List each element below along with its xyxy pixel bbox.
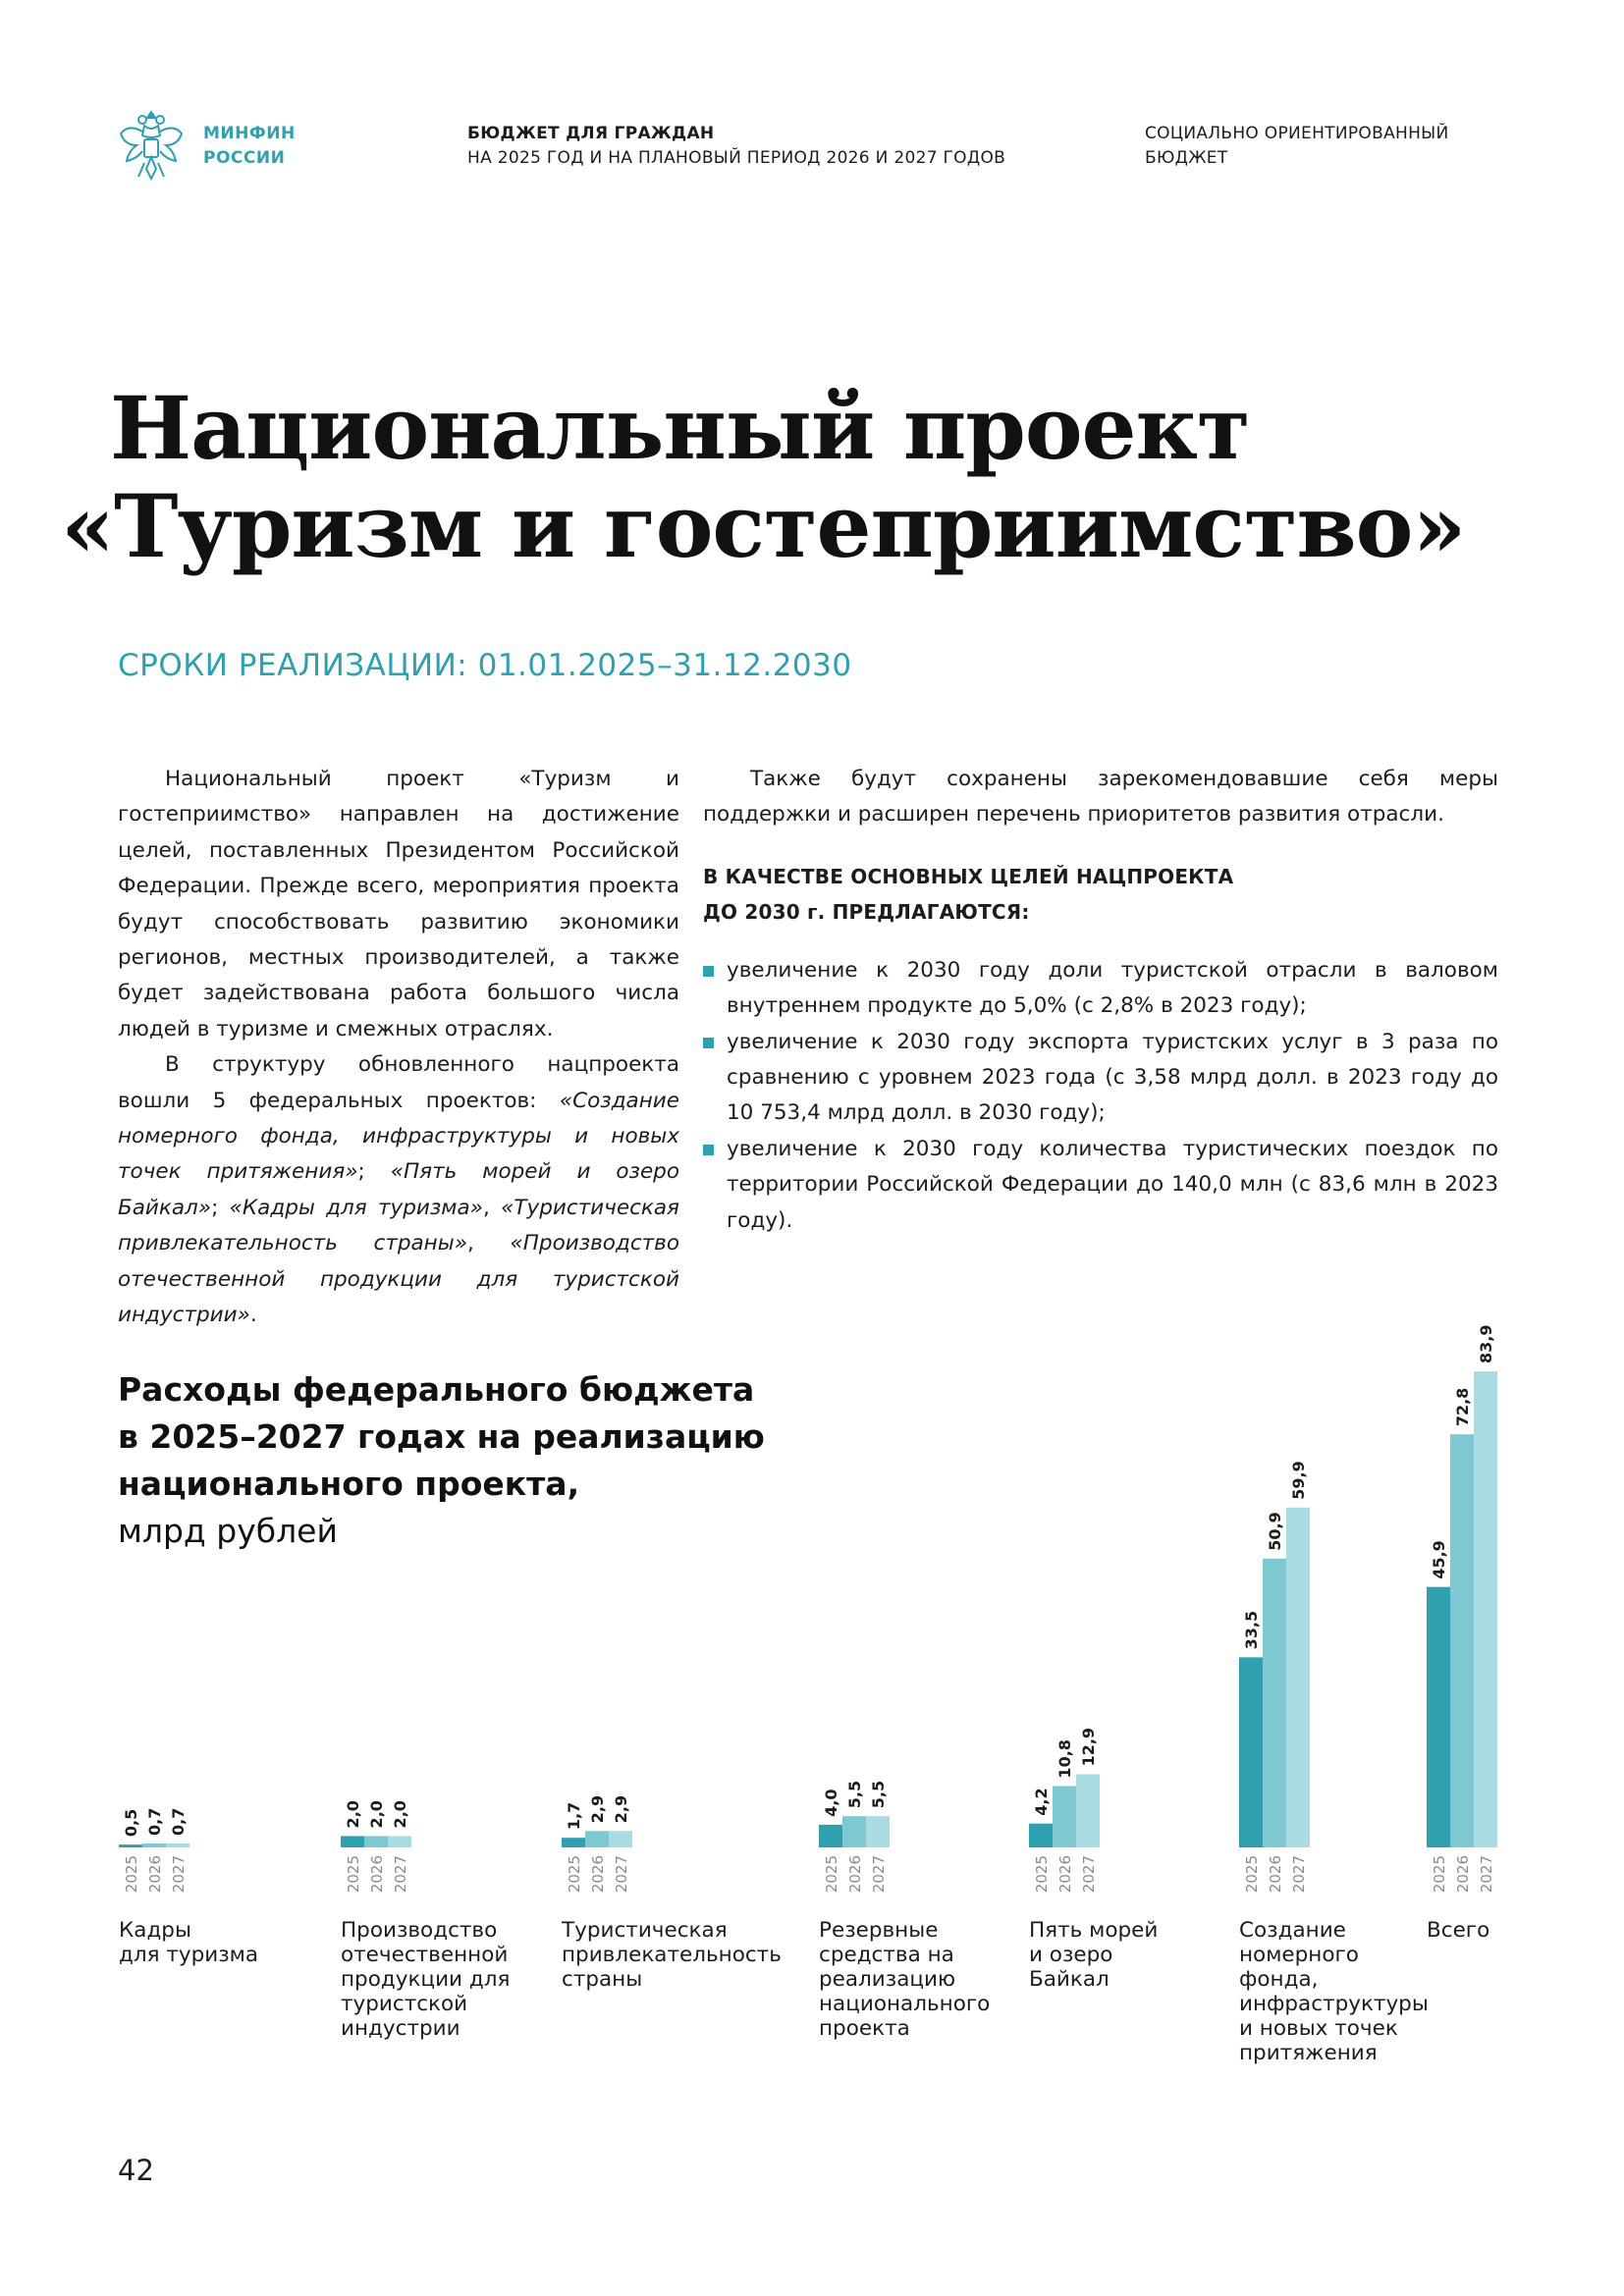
goals-list <box>703 953 1498 1239</box>
category-label-line: отечественной <box>341 1943 509 1967</box>
doc-header <box>467 122 1005 171</box>
category-label <box>562 1918 782 1992</box>
bar-value-label: 0,7 <box>169 1807 188 1836</box>
bar-value-label: 83,9 <box>1477 1324 1495 1363</box>
bar-value-label: 59,9 <box>1289 1461 1308 1500</box>
bar <box>1286 1508 1310 1847</box>
bar-value-label: 0,5 <box>122 1808 140 1838</box>
org-line2: РОССИИ <box>203 148 286 168</box>
year-tick-label: 2026 <box>146 1855 164 1894</box>
project-1: «Создание номерного фонда, инфраструктуры и новых точек притяжения» <box>118 1088 679 1185</box>
org-line1: МИНФИН <box>203 124 296 143</box>
category-label-line: фонда, <box>1239 1967 1319 1992</box>
paragraph-intro: Национальный проект «Туризм и гостеприимство» направлен на достижение целей, поставленных Президентом Российской Федерации. Прежде всего, мероприятия проекта будут способствовать развитию экономики регионов, местных производителей, а также будет задействована работа большого числа людей в туризме и смежных отраслях. <box>118 767 679 1041</box>
bar <box>119 1844 142 1847</box>
bullet-square-icon <box>703 966 714 977</box>
category-label-line: и озеро <box>1029 1943 1113 1967</box>
year-tick-label: 2027 <box>170 1855 188 1894</box>
category-label-line: притяжения <box>1239 2041 1378 2065</box>
category-label <box>341 1918 510 2041</box>
separator-2: ; <box>211 1195 230 1220</box>
bar-value-label: 4,2 <box>1032 1788 1051 1816</box>
category-label-line: реализацию <box>819 1967 956 1992</box>
bar <box>842 1816 866 1847</box>
year-tick-label: 2027 <box>1080 1855 1098 1894</box>
goals-heading-line1: В КАЧЕСТВЕ ОСНОВНЫХ ЦЕЛЕЙ НАЦПРОЕКТА <box>703 864 1234 888</box>
bar <box>1450 1434 1474 1847</box>
bar-value-label: 0,7 <box>145 1807 164 1836</box>
bar <box>866 1816 890 1847</box>
category-label-line: Кадры <box>119 1918 191 1943</box>
doc-title: БЮДЖЕТ ДЛЯ ГРАЖДАН <box>467 124 715 143</box>
category-label-line: национального <box>819 1992 991 2016</box>
bar <box>364 1836 388 1847</box>
structure-text: В структуру обновленного нацпроекта вошли 5 федеральных проектов: <box>118 1052 679 1113</box>
list-item <box>703 1132 1498 1239</box>
right-column <box>703 762 1498 1239</box>
bar-group <box>119 1808 189 1894</box>
doc-subtitle: НА 2025 ГОД И НА ПЛАНОВЫЙ ПЕРИОД 2026 И 2027 ГОДОВ <box>467 148 1006 168</box>
separator-1: ; <box>357 1159 391 1185</box>
structure-end: . <box>249 1303 257 1328</box>
category-label-line: номерного <box>1239 1943 1359 1967</box>
project-3: «Кадры для туризма» <box>229 1195 483 1220</box>
paragraph-structure <box>118 1047 679 1333</box>
bar <box>562 1838 585 1847</box>
bar <box>609 1831 632 1847</box>
year-tick-label: 2025 <box>1033 1855 1051 1894</box>
bar-value-label: 45,9 <box>1430 1540 1448 1579</box>
year-tick-label: 2025 <box>1431 1855 1448 1894</box>
category-label-line: страны <box>562 1967 643 1992</box>
bar-value-label: 12,9 <box>1079 1727 1098 1767</box>
bar-group <box>562 1795 632 1893</box>
category-label <box>1029 1918 1158 1992</box>
section-line2: БЮДЖЕТ <box>1145 148 1228 168</box>
category-label-line: и новых точек <box>1239 2016 1398 2041</box>
chart-title-line1: Расходы федерального бюджета <box>118 1370 755 1409</box>
bar <box>142 1843 166 1847</box>
category-label-line: индустрии <box>341 2016 460 2041</box>
bar-value-label: 10,8 <box>1056 1739 1074 1779</box>
project-4: «Туристическая привлекательность страны» <box>118 1195 679 1256</box>
bar <box>819 1825 842 1847</box>
org-name <box>203 122 296 171</box>
chart-title-line2: в 2025–2027 годах на реализацию <box>118 1417 765 1456</box>
year-tick-label: 2027 <box>392 1855 409 1894</box>
bar-group <box>1029 1728 1100 1893</box>
bar-value-label: 72,8 <box>1453 1387 1472 1427</box>
bar-value-label: 33,5 <box>1242 1610 1261 1650</box>
category-label <box>1427 1918 1489 1943</box>
bar-value-label: 2,0 <box>391 1800 409 1829</box>
section-name <box>1145 122 1449 171</box>
bar-group <box>1427 1325 1497 1894</box>
separator-4: , <box>467 1231 511 1256</box>
year-tick-label: 2027 <box>870 1855 888 1894</box>
bar-value-label: 5,5 <box>869 1780 888 1809</box>
bar-value-label: 2,9 <box>612 1794 630 1824</box>
year-tick-label: 2026 <box>1267 1855 1284 1894</box>
bar <box>341 1836 364 1847</box>
emblem-icon <box>115 106 188 187</box>
bar <box>388 1836 411 1847</box>
category-label-line: Резервные <box>819 1918 939 1943</box>
bar <box>1263 1559 1286 1847</box>
bar-group <box>819 1781 890 1893</box>
bullet-square-icon <box>703 1038 714 1048</box>
bar <box>1076 1774 1100 1847</box>
list-item <box>703 1025 1498 1132</box>
category-label-line: Туристическая <box>562 1918 728 1943</box>
page-number: 42 <box>118 2154 154 2187</box>
category-label-line: Пять морей <box>1029 1918 1159 1943</box>
category-label <box>1239 1918 1429 2065</box>
year-tick-label: 2026 <box>846 1855 864 1894</box>
category-label <box>819 1918 990 2041</box>
separator-3: , <box>482 1195 502 1220</box>
year-tick-label: 2025 <box>566 1855 583 1894</box>
category-label-line: Создание <box>1239 1918 1346 1943</box>
left-column <box>118 762 679 1334</box>
project-2: «Пять морей и озеро Байкал» <box>118 1159 679 1220</box>
category-label-line: инфраструктуры <box>1239 1992 1429 2016</box>
paragraph-support: Также будут сохранены зарекомендовавшие себя меры поддержки и расширен перечень приоритетов развития отрасли. <box>703 767 1498 828</box>
chart-unit: млрд рублей <box>118 1512 338 1550</box>
bar-value-label: 5,5 <box>845 1780 864 1809</box>
bar <box>1029 1824 1053 1847</box>
bar <box>1053 1787 1076 1847</box>
title-line2: «Туризм и гостеприимство» <box>61 475 1466 577</box>
year-tick-label: 2025 <box>823 1855 840 1894</box>
project-5: «Производство отечественной продукции для туристской индустрии» <box>118 1231 679 1328</box>
category-label-line: продукции для <box>341 1967 511 1992</box>
category-label-line: туристской <box>341 1992 468 2016</box>
year-tick-label: 2026 <box>1454 1855 1472 1894</box>
section-line1: СОЦИАЛЬНО ОРИЕНТИРОВАННЫЙ <box>1145 124 1449 143</box>
year-tick-label: 2025 <box>123 1855 140 1894</box>
bar-value-label: 2,0 <box>344 1800 362 1829</box>
category-label-line: средства на <box>819 1943 954 1967</box>
bar <box>1427 1587 1450 1847</box>
year-tick-label: 2026 <box>1056 1855 1074 1894</box>
bullet-square-icon <box>703 1145 714 1155</box>
year-tick-label: 2027 <box>1478 1855 1495 1894</box>
goal-text: увеличение к 2030 году экспорта туристских услуг в 3 раза по сравнению с уровнем 2023 года (с 3,58 млрд долл. в 2023 году до 10 753,4 млрд долл. в 2030 году); <box>727 1029 1498 1126</box>
year-tick-label: 2026 <box>589 1855 607 1894</box>
goals-heading-line2: ДО 2030 г. ПРЕДЛАГАЮТСЯ: <box>703 899 1030 924</box>
list-item <box>703 953 1498 1025</box>
chart-title-line3: национального проекта, <box>118 1465 580 1503</box>
category-label-line: для туризма <box>119 1943 259 1967</box>
bar <box>1474 1371 1497 1847</box>
year-tick-label: 2025 <box>1243 1855 1261 1894</box>
goal-text: увеличение к 2030 году количества туристических поездок по территории Российской Федерации до 140,0 млн (с 83,6 млн в 2023 году). <box>727 1136 1498 1233</box>
category-label-line: привлекательность <box>562 1943 782 1967</box>
bar-value-label: 50,9 <box>1266 1512 1284 1551</box>
year-tick-label: 2026 <box>368 1855 386 1894</box>
budget-bar-chart <box>0 1306 1624 1914</box>
goal-text: увеличение к 2030 году доли туристской отрасли в валовом внутреннем продукте до 5,0% (с 2,8% в 2023 году); <box>727 957 1498 1019</box>
year-tick-label: 2025 <box>345 1855 362 1894</box>
goals-heading <box>703 859 1498 930</box>
bar-value-label: 4,0 <box>822 1789 840 1817</box>
bar-value-label: 1,7 <box>565 1801 583 1831</box>
category-label-line: Всего <box>1427 1918 1490 1943</box>
category-label-line: Байкал <box>1029 1967 1110 1992</box>
category-label <box>119 1918 258 1967</box>
bar <box>1239 1657 1263 1847</box>
category-label-line: Производство <box>341 1918 498 1943</box>
implementation-dates: СРОКИ РЕАЛИЗАЦИИ: 01.01.2025–31.12.2030 <box>118 648 852 683</box>
year-tick-label: 2027 <box>613 1855 630 1894</box>
title-line1: Национальный проект <box>110 377 1250 479</box>
bar-group <box>341 1800 411 1893</box>
bar-value-label: 2,9 <box>588 1794 607 1824</box>
bar-value-label: 2,0 <box>367 1800 386 1829</box>
bar-group <box>1239 1461 1310 1893</box>
year-tick-label: 2027 <box>1290 1855 1308 1894</box>
bar <box>585 1831 609 1847</box>
page-title <box>61 379 1593 575</box>
category-label-line: проекта <box>819 2016 910 2041</box>
bar <box>166 1843 189 1847</box>
